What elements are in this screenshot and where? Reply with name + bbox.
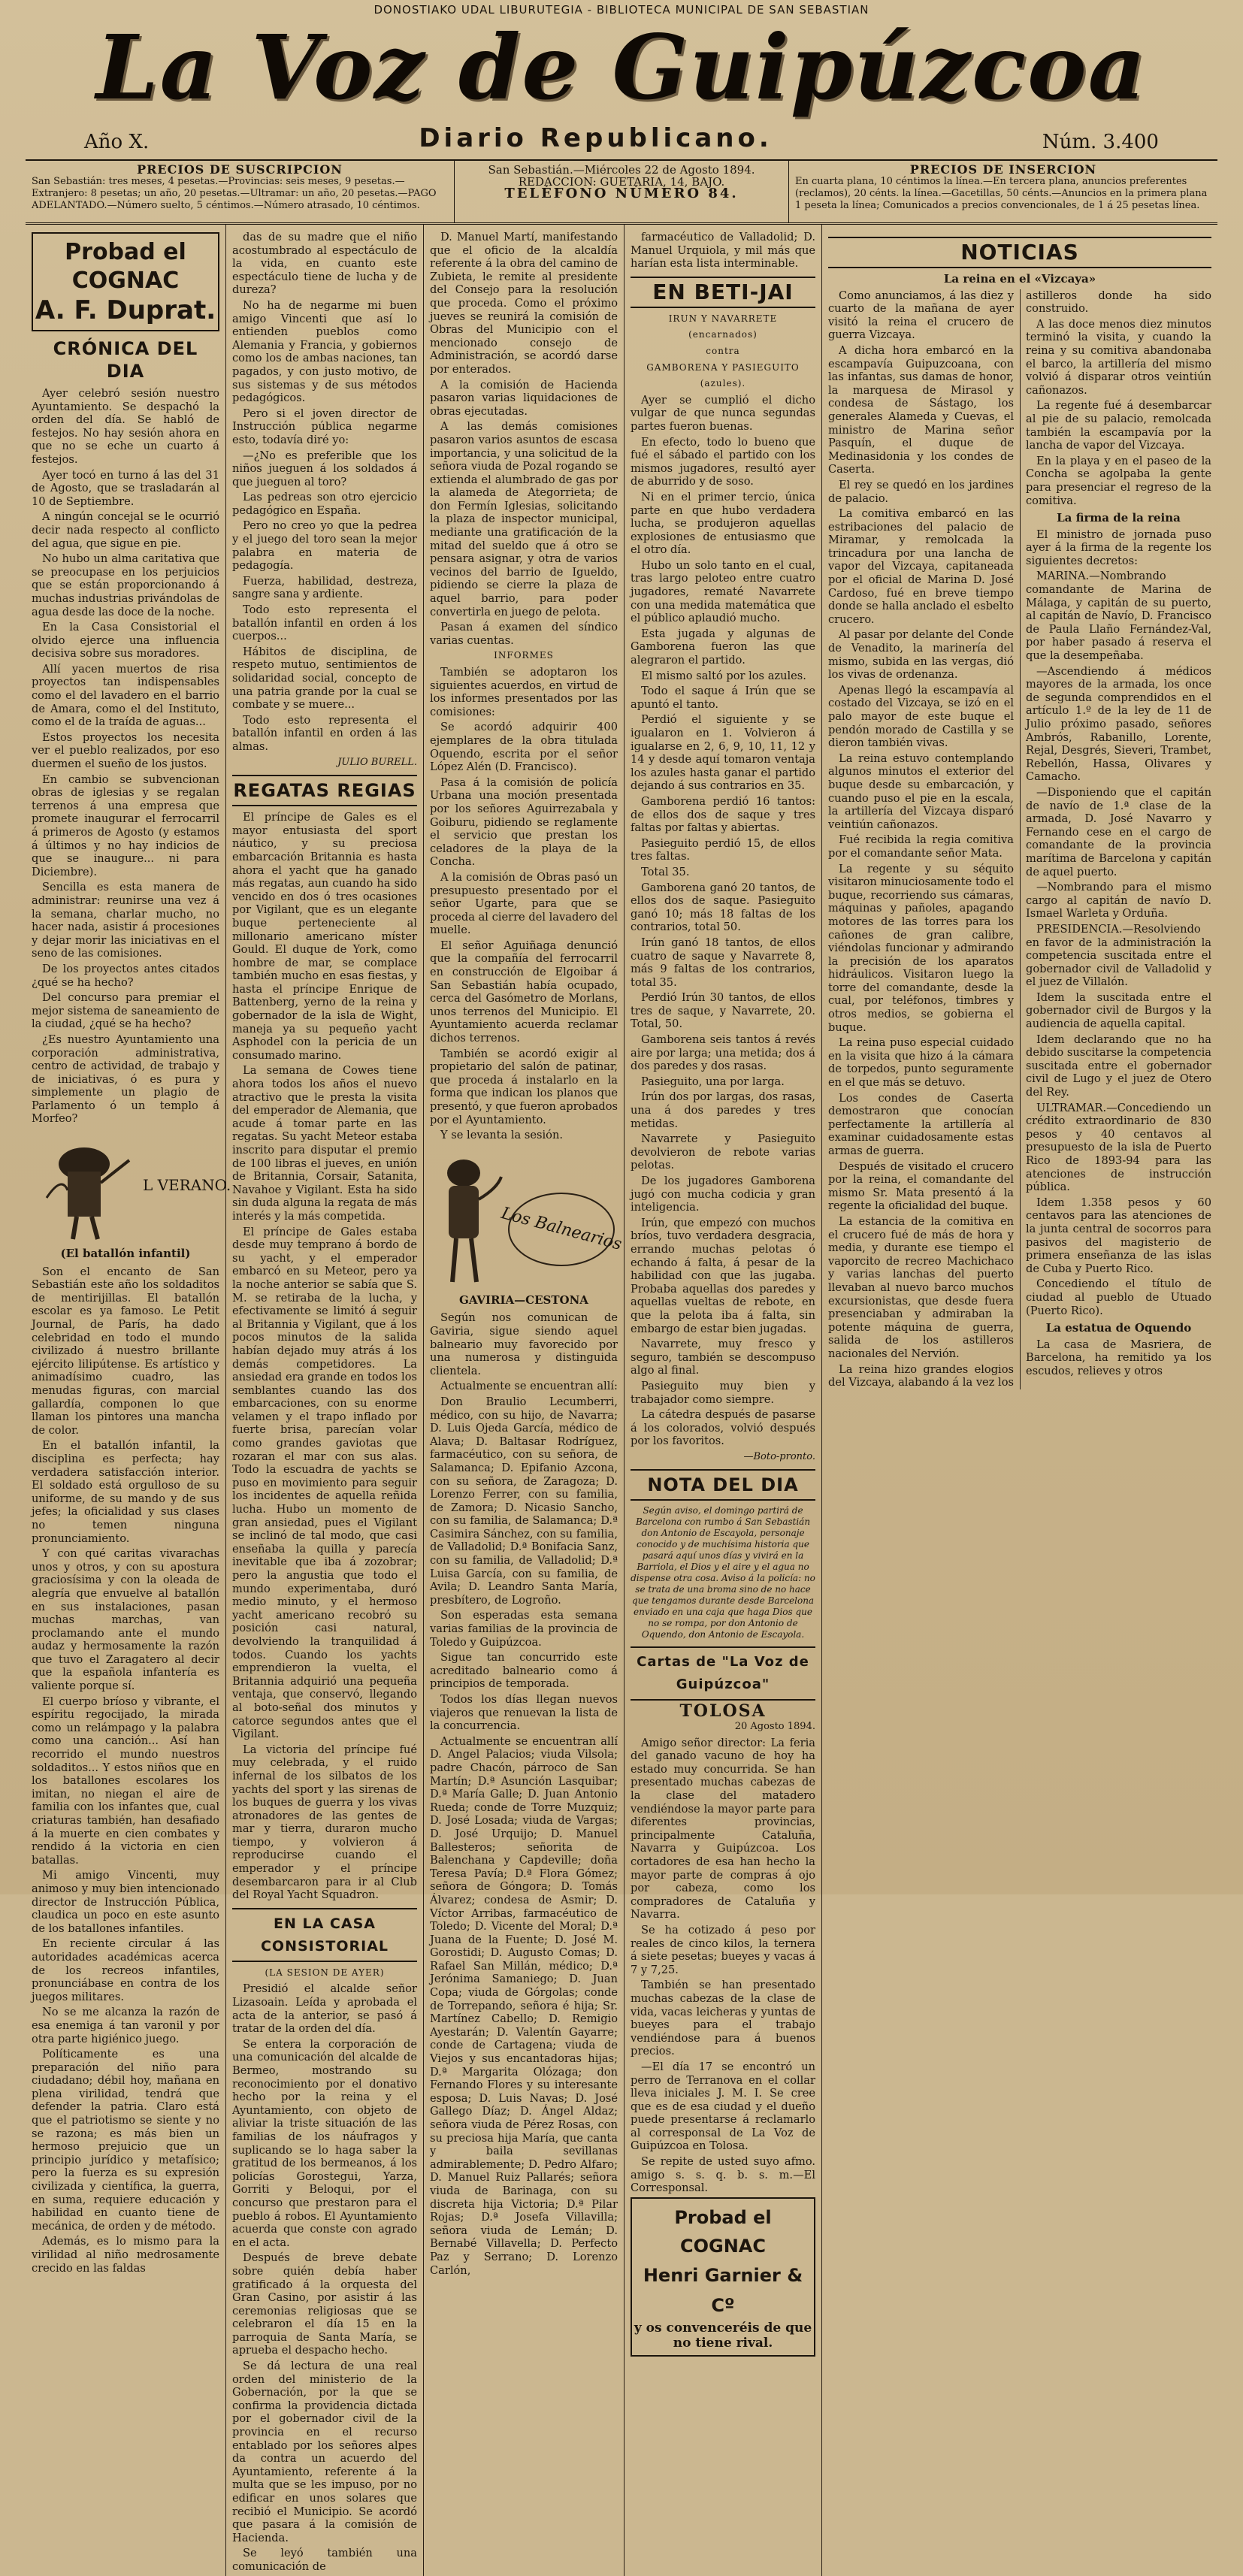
paragraph: ¿Es nuestro Ayuntamiento una corporación administrativa, centro de actividad, de trabajo y de iniciativas, ó es pura y simplemente un plagio de Parlamento ó un templo á Morfeo? [32, 1033, 219, 1126]
verano-illustration [32, 1130, 231, 1243]
tolosa-dateline: 20 Agosto 1894. [734, 1721, 815, 1733]
paragraph: La estancia de la comitiva en el crucero fué de más de hora y media, y durante ese tiempo el vaporcito de recreo Machichaco y varias lanchas del puerto llevaban al nuevo barco muchos excursionistas, que desde fuera presenciaban y admiraban la potente máquina de guerra, salida de los astilleros nacionales del Nervión. [828, 1214, 1014, 1360]
newspaper-title: La Voz de Guipúzcoa [95, 15, 1148, 119]
paragraph: Se dá lectura de una real orden del ministerio de la Gobernación, por la que se confirma la providencia dictada por el gobernador civil de la provincia en el recurso entablado por los señores alpes da contra un acuerdo del Ayuntamiento, referente á la multa que se les impuso, por no edificar en unos solares que recibió el Municipio. Se acordó que pasara á la comisión de Hacienda. [232, 2360, 417, 2544]
paragraph: En efecto, todo lo bueno que fué el sábado el partido con los mismos jugadores, resultó ayer de aburrido y de soso. [631, 435, 815, 488]
paragraph: Como anunciamos, á las diez y cuarto de la mañana de ayer visitó la reina el crucero de guerra Vizcaya. [828, 289, 1014, 342]
masthead [26, 15, 1217, 119]
paragraph: Amigo señor director: La feria del ganado vacuno de hoy ha estado muy concurrida. Se han presentado muchas cabezas de la clase del matadero vendiéndose la mayor parte para diferentes provincias, principalmente Cataluña, Navarra y Guipúzcoa. Los cortadores de esa han hecho la mayor parte de compras á ojo por cabeza, como los compradores de Cataluña y Navarra. [631, 1736, 815, 1921]
paragraph: Fué recibida la regia comitiva por el comandante señor Mata. [828, 833, 1014, 860]
paragraph: Sencilla es esta manera de administrar: reunirse una vez á la semana, charlar mucho, no hacer nada, asistir á procesiones y dejar morir las iniciativas en el seno de las comisiones. [32, 881, 219, 960]
paragraph: Don Braulio Lecumberri, médico, con su hijo, de Navarra; D. Luis Ojeda García, médico de Alava; D. Baltasar Rodríguez, farmacéutico, con su señora, de Salamanca; D. Epifanio Azcona, con su señora, de Zaragoza; D. Lorenzo Ferrer, con su familia, de Zamora; D. Nicasio Sancho, con su familia, de Salamanca; D.ª Casimira Sánchez, con su familia, de Valladolid; D.ª Bonifacia Sanz, con su familia, de Valladolid; D.ª Luisa García, con su familia, de Avila; D. Leandro Santa María, presbítero, de Logroño. [430, 1395, 618, 1607]
team-1-color: (encarnados) [688, 329, 758, 340]
paragraph: Se ha cotizado á peso por reales de cinco kilos, la ternera á siete pesetas; bueyes y vacas á 7 y 7,25. [631, 1923, 815, 1976]
paragraph: Esta jugada y algunas de Gamborena fueron las que alegraron el partido. [631, 627, 815, 667]
paragraph: Y se levanta la sesión. [440, 1129, 564, 1142]
paragraph: Pasieguito, una por larga. [641, 1075, 785, 1088]
paragraph: Se entera la corporación de una comunicación del alcalde de Bermeo, mostrando su reconocimiento por el donativo hecho por la reina y el Ayuntamiento, con objeto de aliviar la triste situación de las familias de los náufragos y suplicando se lo haga saber la gratitud de los bermeanos, á los policías Gorostegui, Yarza, Gorriti y Beloqui, por el concurso que prestaron para el pueblo á robos. El Ayuntamiento acuerda que conste con agrado en el acta. [232, 2037, 417, 2249]
paragraph: Todo esto representa el batallón infantil en orden á los cuerpos... [232, 603, 417, 643]
cartas-heading: Cartas de "La Voz de Guipúzcoa" [631, 1646, 815, 1701]
paragraph: Son esperadas esta semana varias familias de la provincia de Toledo y Guipúzcoa. [430, 1609, 618, 1649]
paragraph: Perdió Irún 30 tantos, de ellos tres de saque, y Navarrete, 20. Total, 50. [631, 991, 815, 1031]
paragraph: Pero no creo yo que la pedrea y el juego del toro sean la mejor palabra en materia de pedagogía. [232, 519, 417, 573]
paragraph: A las demás comisiones pasaron varios asuntos de escasa importancia, y una solicitud de la señora viuda de Pozal rogando se extienda el alumbrado de gas por la alameda de Ategorrieta; de don Fermín Iglesias, solicitando la plaza de inspector municipal, mediante una gratificación de la mitad del sueldo que á otro se pensara asignar, y otra de varios vecinos del barrio de Igueldo, pidiendo se cierre la plaza de aquel barrio, para poder convertirla en juego de pelota. [430, 420, 618, 618]
paragraph: Apenas llegó la escampavía al costado del Vizcaya, se izó en el palo mayor de este buque el pendón morado de Castilla y se dieron también vivas. [828, 683, 1014, 750]
paragraph: Ni en el primer tercio, única parte en que hubo verdadera lucha, se produjeron aquellas explosiones de entusiasmo que el otro día. [631, 490, 815, 557]
paragraph: La regente fué á desembarcar al pie de su palacio, remolcada también la escampavía por la lancha de vapor del Vizcaya. [1026, 399, 1211, 452]
paragraph: —¿No es preferible que los niños jueguen á los soldados á que jueguen al toro? [232, 449, 417, 488]
paragraph: MARINA.—Nombrando comandante de Marina de Málaga, y capitán de su puerto, al capitán de Navío, D. Francisco de Paula Llaño Fernández-Val, por haber pasado á reserva el que la desempeñaba. [1026, 570, 1211, 663]
ad-line-1: Probad el COGNAC [65, 239, 186, 294]
paragraph: Gamborena ganó 20 tantos, de ellos dos de saque. Pasieguito ganó 10; más 18 faltas de los contrarios, total 50. [631, 881, 815, 934]
paragraph: La reina puso especial cuidado en la visita que hizo á la cámara de torpedos, punto seguramente en el que más se detuvo. [828, 1036, 1014, 1090]
tolosa-heading: TOLOSA [679, 1701, 767, 1722]
paragraph: Políticamente es una preparación del niño para ciudadano; débil hoy, mañana en plena virilidad, tendrá que defender la patria. Claro está que el patriotismo se siente y no se razona; es más bien un hermoso prejuicio que un principio jurídico y metafísico; pero la fuerza es su expresión civilizada y científica, la guerra, en suma, requiere educación y habilidad en cuanto tiene de mecánica, de orden y de método. [32, 2048, 219, 2233]
paragraph: La reina estuvo contemplando algunos minutos el exterior del buque desde su embarcación, y cuando puso el pie en la escala, la artillería del Vizcaya disparó veintiún cañonazos. [828, 751, 1014, 831]
paragraph: En la Casa Consistorial el olvido ejerce una influencia decisiva sobre sus moradores. [32, 621, 219, 661]
paragraph: Navarrete y Pasieguito devolvieron de rebote varias pelotas. [631, 1132, 815, 1172]
paragraph: Todo esto representa el batallón infantil en orden á las almas. [232, 713, 417, 753]
paragraph: En la playa y en el paseo de la Concha se agolpaba la gente para presenciar el regreso de la comitiva. [1026, 454, 1211, 507]
match-vs: contra [706, 345, 740, 356]
balnearios-label: Los Balnearios [499, 1203, 624, 1254]
paragraph: Pasan á examen del síndico varias cuentas. [430, 621, 618, 647]
paragraph: La regente y su séquito visitaron minuciosamente todo el buque, recorriendo sus cámaras, máquinas y pañoles, apagando motores de las torres para los cañones de gran calibre, viéndolas funcionar y admirando la precisión de los aparatos hidráulicos. Visitaron luego la torre del comandante, desde la cual, por teléfonos, timbres y otros medios, se gobierna el buque. [828, 862, 1014, 1034]
cognac-duprat-ad [32, 232, 219, 331]
paragraph: El señor Aguiñaga denunció que la compañía del ferrocarril en construcción de Elgoibar á San Sebastián había ocupado, cerca del Gasómetro de Morlans, unos terrenos del Municipio. El Ayuntamiento acuerda reclamar dichos terrenos. [430, 939, 618, 1045]
ad-line-3: y os convenceréis de que no tiene rival. [634, 2320, 812, 2351]
paragraph: Además, es lo mismo para la virilidad al niño medrosamente crecido en las faldas [32, 2235, 219, 2275]
paragraph: También se acordó exigir al propietario del salón de patinar, que proceda á instalarlo en la forma que indican los planos que presentó, y que fueron aprobados por el Ayuntamiento. [430, 1047, 618, 1126]
paragraph: En reciente circular á las autoridades académicas acerca de los recreos infantiles, pronunciábase en contra de los juegos militares. [32, 1937, 219, 2003]
issue-date: San Sebastián.—Miércoles 22 de Agosto 1894. [488, 163, 755, 177]
subscription-title: PRECIOS DE SUSCRIPCION [137, 162, 343, 177]
paragraph: —El día 17 se encontró un perro de Terranova en el collar lleva iniciales J. M. I. Se cree que es de esa ciudad y el dueño puede presentarse á reclamarlo al corresponsal de La Voz de Guipúzcoa en Tolosa. [631, 2060, 815, 2153]
paragraph: De los jugadores Gamborena jugó con mucha codicia y gran inteligencia. [631, 1175, 815, 1214]
paragraph: Después de breve debate sobre quién debía haber gratificado á la orquesta del Gran Casino, por asistir á las ceremonias religiosas que se celebraron el día 15 en la parroquia de Santa María, se aprueba el despacho hecho. [232, 2251, 417, 2357]
signature: —Boto-pronto. [743, 1450, 815, 1462]
paragraph: Idem declarando que no ha debido suscitarse la competencia suscitada entre el gobernador civil de Lugo y el juez de Otero del Rey. [1026, 1033, 1211, 1099]
info-row [26, 159, 1217, 225]
paragraph: Según nos comunican de Gaviria, sigue siendo aquel balneario muy favorecido por una numerosa y distinguida clientela. [430, 1311, 618, 1377]
columns [26, 225, 1217, 2573]
column-2 [226, 225, 424, 2576]
paragraph: —Disponiendo que el capitán de navío de 1.ª clase de la armada, D. José Navarro y Fernando cese en el cargo de comandante de la provincia marítima de Barcelona y capitán de aquel puerto. [1026, 785, 1211, 878]
paragraph: No se me alcanza la razón de esa enemiga á tan varonil y por otra parte higiénico juego. [32, 2006, 219, 2045]
column-3 [424, 225, 625, 2576]
paragraph: Navarrete, muy fresco y seguro, también se descompuso algo al final. [631, 1338, 815, 1377]
cronica-heading: CRÓNICA DEL DIA [53, 338, 198, 382]
paragraph: De los proyectos antes citados ¿qué se ha hecho? [32, 962, 219, 989]
paragraph: Al pasar por delante del Conde de Venadito, la marinería del mismo, subida en las vergas, dió los vivas de ordenanza. [828, 628, 1014, 682]
paragraph: La victoria del príncipe fué muy celebrada, y el ruido infernal de los silbatos de los yachts del sport y las sirenas de los buques de guerra y los vivas atronadores de las gentes de mar y tierra, duraron mucho tiempo, y volvieron á reproducirse cuando el emperador y el príncipe desembarcaron para ir al Club del Royal Yacht Squadron. [232, 1743, 417, 1902]
column-4 [625, 225, 822, 2576]
paragraph: En el batallón infantil, la disciplina es perfecta; hay verdadera satisfacción interior. El soldado está orgulloso de su uniforme, de su mando y de sus jefes; la oficialidad y sus clases no temen ninguna pronunciamiento. [32, 1439, 219, 1545]
issue-number: Núm. 3.400 [1042, 131, 1159, 153]
paragraph: —Nombrando para el mismo cargo al capitán de navío D. Ismael Warleta y Orduña. [1026, 881, 1211, 921]
tagline: Diario Republicano. [419, 123, 773, 153]
cognac-garnier-ad [631, 2197, 815, 2357]
paragraph: Todo el saque á Irún que se apuntó el tanto. [631, 685, 815, 711]
paragraph: Se repite de usted suyo afmo. amigo s. s. q. b. s. m.—El Corresponsal. [631, 2155, 815, 2195]
paragraph: Las pedreas son otro ejercicio pedagógico en España. [232, 491, 417, 517]
signature: JULIO BURELL. [337, 756, 417, 768]
paragraph: PRESIDENCIA.—Resolviendo en favor de la administración la competencia suscitada entre el gobernador civil de Valladolid y el juez de Villalón. [1026, 922, 1211, 989]
insertion-title: PRECIOS DE INSERCION [909, 162, 1097, 177]
column-1 [26, 225, 231, 2576]
paragraph: La cátedra después de pasarse á los colorados, volvió después por los favoritos. [631, 1408, 815, 1448]
paragraph: El rey se quedó en los jardines de palacio. [828, 478, 1014, 505]
noticias-body [828, 289, 1211, 1389]
paragraph: Perdió el siguiente y se igualaron en 1. Volvieron á igualarse en 2, 6, 9, 10, 11, 12 y 14 y desde aquí tomaron ventaja los azules hasta ganar el partido dejando á sus contrarios en 35. [631, 713, 815, 793]
reina-vizcaya-subhead: La reina en el «Vizcaya» [943, 272, 1096, 286]
team-2-color: (azules). [700, 378, 746, 389]
paragraph: A la comisión de Obras pasó un presupuesto presentado por el señor Ugarte, para que se proceda al cierre del lavadero del muelle. [430, 870, 618, 937]
nota-poem: Según aviso, el domingo partirá de Barcelona con rumbo á San Sebastián don Antonio de Escayola, personaje conocido y de muchísima historia que pasará aquí unos días y vivirá en la Barriola, el Dios y el aire y el agua no dispense otra cosa. Aviso á la policía: no se trata de una broma sino de no hace que tengamos durante desde Barcelona enviado en una caja que haga Dios que no se rompa, por don Antonio de Oquendo, don Antonio de Escayola. [631, 1505, 815, 1640]
paragraph: Y con qué caritas vivarachas unos y otros, y con su apostura graciosísima y con la oleada de alegría que envuelve al batallón en sus instalaciones, pasan muchas marchas, van proclamando ante el mundo audaz y hermosamente la razón que tuvo el Zaragatero al decir que la española infantería es valiente porque sí. [32, 1547, 219, 1693]
ad-line-2: A. F. Duprat. [35, 295, 216, 325]
paragraph: Son el encanto de San Sebastián este año los soldaditos de mentirijillas. El batallón escolar es ya famoso. Le Petit Journal, de París, ha dado celebridad en todo el mundo civilizado á nuestro brillante ejército lilipútense. Es artístico y animadísimo cuadro, las menudas figuras, con marcial gallardía, componen lo que llaman los pintores una mancha de color. [32, 1265, 219, 1437]
paragraph: Allí yacen muertos de risa proyectos tan indispensables como el del lavadero en el barrio de Amara, como el del Instituto, como el de la traída de aguas... [32, 662, 219, 729]
paragraph: El cuerpo bríoso y vibrante, el espíritu regocijado, la mirada como un relámpago y la palabra como una canción... Así han recorrido el mundo nuestros soldaditos... Y estos niños que en los batallones escolares los imitan, no niegan el aire de familia con los infantes que, cual criaturas también, han desafiado á la muerte en cien combates y rendido á la victoria en cien batallas. [32, 1695, 219, 1867]
regatas-heading: REGATAS REGIAS [232, 775, 417, 806]
estatua-oquendo-subhead: La estatua de Oquendo [1045, 1321, 1192, 1335]
paragraph: En cambio se subvencionan obras de iglesias y se regalan terrenos á una empresa que promete inaugurar el ferrocarril á primeros de Agosto (y estamos á últimos y no hay indicios de que se inaugure... ni para Diciembre). [32, 772, 219, 878]
paragraph: Presidió el alcalde señor Lizasoain. Leída y aprobada el acta de la anterior, se pasó á tratar de la orden del día. [232, 1982, 417, 2036]
paragraph: A dicha hora embarcó en la escampavía Guipuzcoana, con las infantas, sus damas de honor, la marquesa de Mirasol y condesa de Sástago, los generales Alameda y Cuevas, el ministro de Marina señor Pasquín, el duque de Medinasidonia y los condes de Caserta. [828, 343, 1014, 476]
insertion-box [789, 161, 1217, 222]
balnearios-illustration [430, 1147, 624, 1290]
paragraph: Ayer tocó en turno á las del 31 de Agosto, que se trasladarán al 10 de Septiembre. [32, 468, 219, 508]
paragraph: El príncipe de Gales estaba desde muy temprano á bordo de su yacht, y el emperador embarcó en su Meteor, pero ya la noche anterior se sabía que S. M. se retiraba de la lucha, y efectivamente se limitó á seguir al Britannia y Vigilant, que á los pocos minutos de la salida habían dejado muy atrás á los demás competidores. La ansiedad era grande en todos los semblantes cuando las dos embarcaciones, con su enorme velamen y el trapo inflado por fuerte brisa, parecían volar como grandes gaviotas que rozaran el mar con sus alas. Todo la escuadra de yachts se puso en movimiento para seguir los incidentes de aquella reñida lucha. Hubo un momento de gran ansiedad, pues el Vigilant se inclinó de tal modo, que casi enseñaba la quilla y parecía inevitable que iba á zozobrar; pero la angustia que todo el mundo experimentaba, duró medio minuto, y el hermoso yacht americano recobró su posición casi natural, devolviendo la tranquilidad á todos. Cuando los yachts emprendieron la vuelta, el Britannia adquirió una pequeña ventaja, que conservó, llegando al boto-señal dos minutos y catorce segundos antes que el Vigilant. [232, 1225, 417, 1741]
paragraph: das de su madre que el niño acostumbrado al espectáculo de la vida, en cuanto este espectáculo tiene de lucha y de dureza? [232, 231, 417, 297]
redaccion-address: REDACCION: GUETARIA, 14, BAJO. [518, 175, 725, 189]
paragraph: Hubo un solo tanto en el cual, tras largo peloteo entre cuatro jugadores, rematé Navarrete con una medida matemática que el público aplaudió mucho. [631, 558, 815, 625]
casa-consistorial-heading: EN LA CASA CONSISTORIAL [232, 1908, 417, 1962]
paragraph: Actualmente se encuentran allí: [440, 1380, 618, 1393]
soldier-drawing-icon [32, 1130, 231, 1243]
noticias-heading: NOTICIAS [828, 237, 1211, 268]
paragraph: También se adoptaron los siguientes acuerdos, en virtud de los informes presentados por las comisiones: [430, 666, 618, 718]
paragraph: Se leyó también una comunicación de [232, 2547, 417, 2573]
gaviria-caption: GAVIRIA—CESTONA [459, 1293, 588, 1307]
verano-label: L VERANO. [143, 1176, 231, 1195]
paragraph: Irún dos por largas, dos rasas, una á dos paredes y tres metidas. [631, 1090, 815, 1130]
nota-del-dia-heading: NOTA DEL DIA [631, 1469, 815, 1501]
paragraph: Gamborena perdió 16 tantos: de ellos dos de saque y tres faltas por faltas y abiertas. [631, 794, 815, 835]
paragraph: farmacéutico de Valladolid; D. Manuel Urquiola, y mil más que harían esta lista interminable. [631, 231, 815, 271]
subscription-text: San Sebastián: tres meses, 4 pesetas.—Provincias: seis meses, 9 pesetas.—Extranjero: 8 pesetas; un año, 20 pesetas.—Ultramar: un año, 20 pesetas.—PAGO ADELANTADO.—Número suelto, 5 céntimos.—Número atrasado, 10 céntimos. [32, 176, 437, 211]
paragraph: Ayer celebró sesión nuestro Ayuntamiento. Se despachó la orden del día. Se habló de festejos. No hay sesión ahora en que no se eche un cuarto á festejos. [32, 387, 219, 466]
paragraph: No hubo un alma caritativa que se preocupase en los perjuicios que se están proporcionando á muchas industrias privándolas de agua desde las doce de la noche. [32, 552, 219, 618]
paragraph: No ha de negarme mi buen amigo Vincenti que así lo entienden pueblos como Alemania y Francia, y gobiernos como los de ambas naciones, tan pagados, y con justo motivo, de sus sistemas y de sus métodos pedagógicos. [232, 298, 417, 405]
informes-subhead: INFORMES [494, 650, 554, 661]
paragraph: La comitiva embarcó en las estribaciones del palacio de Miramar, y remolcada la trincadura por una lancha de vapor del Vizcaya, capitaneada por el oficial de Marina D. José Cardoso, fué en breve tiempo donde se halla anclado el esbelto crucero. [828, 507, 1014, 626]
paragraph: También se han presentado muchas cabezas de la clase de vida, vacas leicheras y yuntas de bueyes para el trabajo vendiéndose para á buenos precios. [631, 1979, 815, 2058]
paragraph: El príncipe de Gales es el mayor entusiasta del sport náutico, y su preciosa embarcación Britannia es hasta ahora el yacht que ha ganado más regatas, aun cuando ha sido vencido en dos ó tres ocasiones por Vigilant, que es un elegante buque perteneciente al millonario americano míster Gould. El duque de York, como hombre de mar, se complace también mucho en esas fiestas, y hasta el príncipe Enrique de Battenberg, yerno de la reina y gobernador de la isla de Wight, maneja ya su pequeño yacht Asphodel con la pericia de un consumado marino. [232, 811, 417, 1062]
paragraph: Sigue tan concurrido este acreditado balneario como á principios de temporada. [430, 1651, 618, 1691]
beti-jai-heading: EN BETI-JAI [631, 277, 815, 308]
paragraph: Mi amigo Vincenti, muy animoso y muy bien intencionado director de Instrucción Pública, claudica un poco en este asunto de los batallones infantiles. [32, 1869, 219, 1935]
column-5 [822, 225, 1217, 2576]
insertion-text: En cuarta plana, 10 céntimos la línea.—En tercera plana, anuncios preferentes (reclamos), 20 cénts. la línea.—Gacetillas, 50 cénts.—Anuncios en la primera plana 1 peseta la línea; Comunicados a precios convencionales, de 1 á 25 pesetas línea. [795, 176, 1208, 211]
paragraph: Concediendo el título de ciudad al pueblo de Utuado (Puerto Rico). [1026, 1277, 1211, 1317]
paragraph: El ministro de jornada puso ayer á la firma de la regente los siguientes decretos: [1026, 528, 1211, 567]
paragraph: Fuerza, habilidad, destreza, sangre sana y ardiente. [232, 574, 417, 601]
team-1: IRUN Y NAVARRETE [668, 313, 778, 324]
paragraph: ULTRAMAR.—Concediendo un crédito extraordinario de 830 pesos y 40 centavos al presupuesto de la isla de Puerto Rico de 1893-94 para las atenciones de instrucción pública. [1026, 1101, 1211, 1194]
paragraph: La casa de Masriera, de Barcelona, ha remitido ya los escudos, relieves y otros [1026, 1338, 1211, 1377]
paragraph: —Ascendiendo á médicos mayores de la armada, los once de segunda comprendidos en el artículo 1.º de la ley de 11 de Julio próximo pasado, señores Ambrós, Rabanillo, Lorente, Rejal, Desgrés, Sieveri, Trambet, Rebellón, Hassa, Olivares y Camacho. [1026, 664, 1211, 784]
issue-info [454, 161, 789, 222]
paragraph: La semana de Cowes tiene ahora todos los años el nuevo atractivo que le presta la visita del emperador de Alemania, que acude á tomar parte en las regatas. Su yacht Meteor estaba inscrito para disputar el premio de 100 libras el jueves, en unión de Britannia, Corsair, Satanita, Navahoe y Vigilant. Esta ha sido sin duda alguna la regata de más interés y la más competida. [232, 1064, 417, 1223]
paragraph: Del concurso para premiar el mejor sistema de saneamiento de la ciudad, ¿qué se ha hecho? [32, 991, 219, 1031]
paragraph: A ningún concejal se le ocurrió decir nada respecto al conflicto del agua, que sigue en pie. [32, 510, 219, 550]
batallon-caption: (El batallón infantil) [60, 1247, 191, 1261]
paragraph: Pero si el joven director de Instrucción pública negarme esto, todavía diré yo: [232, 407, 417, 446]
team-2: GAMBORENA Y PASIEGUITO [646, 361, 800, 373]
paragraph: D. Manuel Martí, manifestando que el oficio de la alcaldía referente á la obra del camino de Zubieta, le remite al presidente del Consejo para la resolución que proceda. Como el próximo jueves se reunirá la comisión de Obras del Municipio con el mencionado consejo de Administración, se acordó darse por enterados. [430, 231, 618, 376]
paragraph: Pasieguito perdió 15, de ellos tres faltas. [631, 836, 815, 863]
paragraph: Todos los días llegan nuevos viajeros que renuevan la lista de la concurrencia. [430, 1693, 618, 1733]
paragraph: Ayer se cumplió el dicho vulgar de que nunca segundas partes fueron buenas. [631, 393, 815, 433]
paragraph: Total 35. [641, 865, 690, 878]
year-label: Año X. [84, 131, 150, 153]
paragraph: La reina hizo grandes elogios del Vizcaya, alabando á la vez los astilleros donde ha sido construido. [828, 289, 1211, 1389]
paragraph: Pasa á la comisión de policía Urbana una moción presentada por los señores Aguirrezabala y Goiburu, pidiendo se reglamente el servicio que prestan los celadores de la playa de la Concha. [430, 776, 618, 869]
paragraph: Hábitos de disciplina, de respeto mutuo, sentimientos de solidaridad social, concepto de una patria grande por la cual se combate y se muere... [232, 645, 417, 712]
paragraph: Estos proyectos los necesita ver el pueblo realizados, por eso duermen el sueño de los justos. [32, 730, 219, 771]
paragraph: Los condes de Caserta demostraron que conocían perfectamente la artillería al examinar cuidadosamente estas armas de guerra. [828, 1091, 1014, 1157]
firma-reina-subhead: La firma de la reina [1057, 511, 1181, 525]
paragraph: A las doce menos diez minutos terminó la visita, y cuando la reina y su comitiva abandonaba el barco, la artillería del mismo volvió á disparar otros veintiún cañonazos. [1026, 317, 1211, 397]
subscription-box [26, 161, 454, 222]
paragraph: Idem 1.358 pesos y 60 centavos para las atenciones de la junta central de socorros para pasivos del magisterio de primera enseñanza de las islas de Cuba y Puerto Rico. [1026, 1196, 1211, 1275]
library-note: DONOSTIAKO UDAL LIBURUTEGIA - BIBLIOTECA MUNICIPAL DE SAN SEBASTIAN [374, 3, 869, 17]
ad-line-1: Probad el COGNAC [674, 2206, 772, 2257]
masthead-subrow [26, 116, 1217, 153]
paragraph: Se acordó adquirir 400 ejemplares de la obra titulada Oquendo, escrita por el señor López Alén (D. Francisco). [430, 721, 618, 774]
paragraph: Actualmente se encuentran allí D. Angel Palacios; viuda Vilsola; padre Chacón, párroco de San Martín; D.ª Asunción Lasquibar; D.ª María Galle; D. Juan Antonio Rueda; conde de Torre Muzquiz; D. José Losada; viuda de Vargas; D. José Urquijo; D. Manuel Ballesteros; señorita de Balenchana y Capdeville; doña Teresa Pavía; D.ª Flora Gómez; señora de Góngora; D. Tomás Álvarez; condesa de Asmir; D. Víctor Arribas, farmacéutico de Toledo; D. Vicente del Moral; D.ª Juana de la Fuente; D. José M. Gorostidi; D. Augusto Comas; D. Rafael San Millán, médico; D.ª Jerónima Samaniego; D. Juan Copa; viuda de Górgolas; conde de Torrepando, señora é hija; Sr. Martínez Cabello; D. Remigio Ayestarán; D. Valentín Gayarre; conde de Cartagena; viuda de Viejos y sus encantadoras hijas; D.ª Margarita Olózaga; don Fernando Flores y su interesante esposa; D. Luis Navas; D. José Gallego Díaz; D. Ángel Aldaz; señora viuda de Pérez Rosas, con su preciosa hija María, que canta y baila sevillanas admirablemente; D. Pedro Alfaro; D. Manuel Ruiz Pallarés; señora viuda de Barinaga, con su discreta hija Victoria; D.ª Pilar Rojas; D.ª Josefa Villavilla; señora viuda de Lemán; D. Bernabé Villavella; D. Perfecto Paz y Serrano; D. Lorenzo Carlón, [430, 1734, 618, 2277]
ad-line-2: Henri Garnier & Cº [643, 2264, 803, 2316]
paragraph: A la comisión de Hacienda pasaron varias liquidaciones de obras ejecutadas. [430, 378, 618, 418]
paragraph: Gamborena seis tantos á revés aire por larga; una metida; dos á dos paredes y dos rasas. [631, 1033, 815, 1073]
bather-drawing-icon [430, 1147, 624, 1290]
paragraph: Pasieguito muy bien y trabajador como siempre. [631, 1379, 815, 1406]
paragraph: El mismo saltó por los azules. [641, 669, 806, 682]
paragraph: Irún ganó 18 tantos, de ellos cuatro de saque y Navarrete 8, más 9 faltas de los contrarios, total 35. [631, 936, 815, 989]
telephone: TELÉFONO NÚMERO 84. [504, 186, 739, 201]
paragraph: Irún, que empezó con muchos bríos, tuvo verdadera desgracia, errando muchas pelotas ó echando á falta, á pesar de la habilidad con que las jugaba. Probaba aquellas dos paredes y aquellas vueltas de rebote, en que la pelota iba á falta, sin embargo de estar bien jugadas. [631, 1216, 815, 1335]
paragraph: Idem la suscitada entre el gobernador civil de Burgos y la audiencia de aquella capital. [1026, 990, 1211, 1031]
paragraph: Después de visitado el crucero por la reina, el comandante del mismo Sr. Mata presentó á la regente la oficialidad del buque. [828, 1160, 1014, 1213]
sesion-subhead: (LA SESION DE AYER) [265, 1967, 385, 1978]
